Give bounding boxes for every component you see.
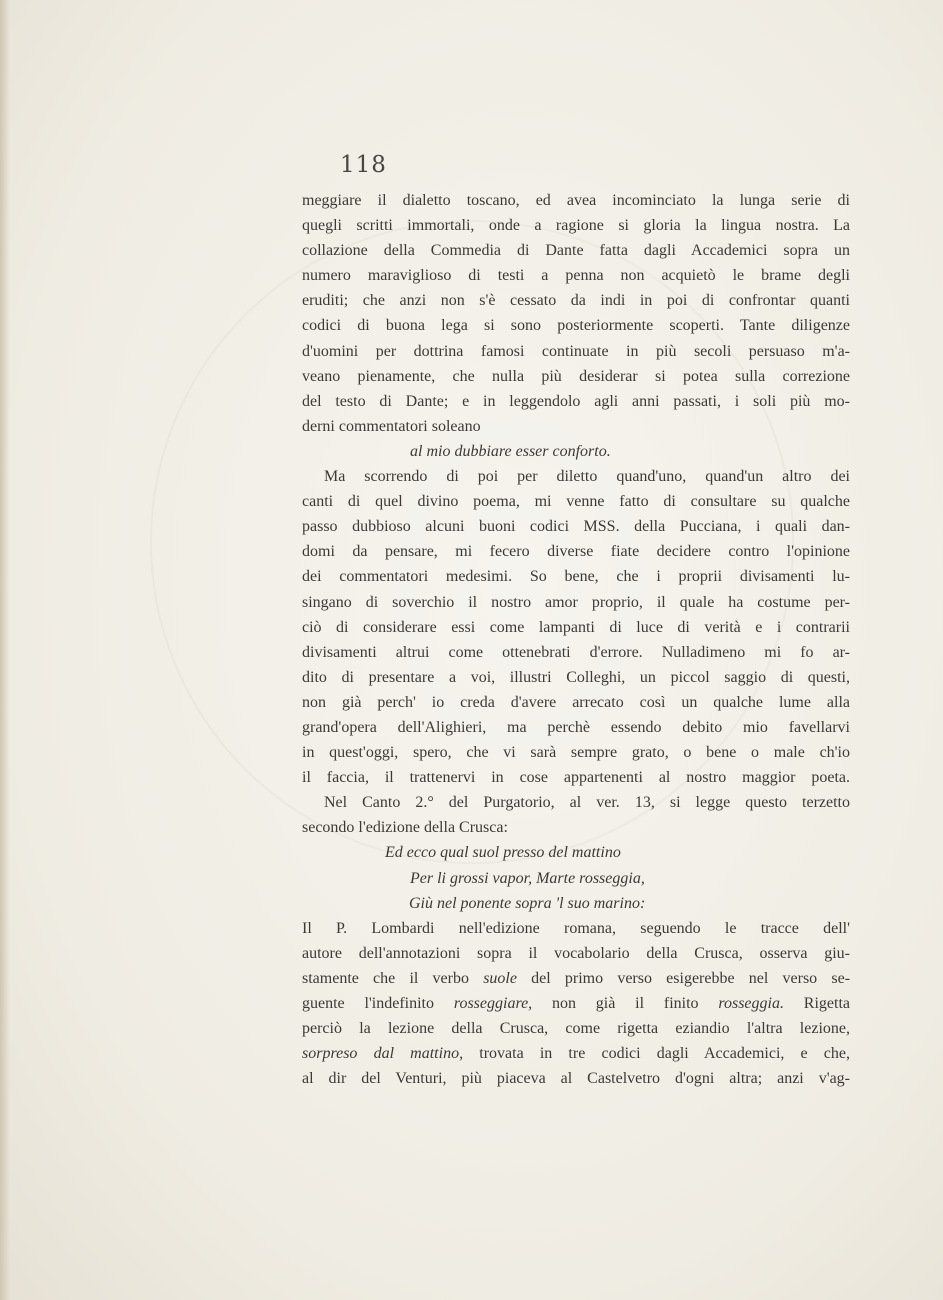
text-line: dei commentatori medesimi. So bene, che i proprii divisamenti lu- xyxy=(302,568,850,586)
text-line: del testo di Dante; e in leggendolo agli anni passati, i soli più mo- xyxy=(302,392,850,410)
italic-word: sorpreso dal mattino, xyxy=(302,1045,464,1063)
text-line: perciò la lezione della Crusca, come rigetta eziandio l'altra lezione, xyxy=(302,1020,850,1038)
text-line: d'uomini per dottrina famosi continuate in più secoli persuaso m'a- xyxy=(302,342,850,360)
text-line: passo dubbioso alcuni buoni codici MSS. della Pucciana, i quali dan- xyxy=(302,518,850,536)
text-line: singano di soverchio il nostro amor proprio, il quale ha costume per- xyxy=(302,593,850,611)
page-edge-shadow xyxy=(0,0,10,1300)
text-line: non già perch' io creda d'avere arrecato così un qualche lume alla xyxy=(302,693,850,711)
text-line xyxy=(302,991,850,1016)
text-segment: del primo verso esigerebbe nel verso se- xyxy=(531,969,851,987)
text-line xyxy=(302,966,850,991)
text-line: ciò di considerare essi come lampanti di luce di verità e i contrarii xyxy=(302,618,850,636)
text-line: dito di presentare a voi, illustri Colleghi, un piccol saggio di questi, xyxy=(302,668,850,686)
quoted-verse: Ed ecco qual suol presso del mattino xyxy=(385,844,621,862)
text-line: Il P. Lombardi nell'edizione romana, seguendo le tracce dell' xyxy=(302,919,850,937)
quoted-verse: al mio dubbiare esser conforto. xyxy=(410,442,611,460)
text-line xyxy=(302,1041,850,1066)
text-line: quegli scritti immortali, onde a ragione si gloria la lingua nostra. La xyxy=(302,217,850,235)
text-line: canti di quel divino poema, mi venne fatto di consultare su qualche xyxy=(302,493,850,511)
text-line: secondo l'edizione della Crusca: xyxy=(302,819,508,837)
italic-word: rosseggia. xyxy=(718,995,784,1012)
text-line: derni commentatori soleano xyxy=(302,417,481,435)
quoted-verse: Per li grossi vapor, Marte rosseggia, xyxy=(410,869,645,887)
quoted-verse: Giù nel ponente sopra 'l suo marino: xyxy=(409,894,646,912)
text-line: grand'opera dell'Alighieri, ma perchè essendo debito mio favellarvi xyxy=(302,718,850,736)
text-line: in quest'oggi, spero, che vi sarà sempre grato, o bene o male ch'io xyxy=(302,744,850,762)
text-line: il faccia, il trattenervi in cose appartenenti al nostro maggior poeta. xyxy=(302,769,850,787)
text-line: al dir del Venturi, più piaceva al Castelvetro d'ogni altra; anzi v'ag- xyxy=(302,1070,850,1088)
text-line: Nel Canto 2.° del Purgatorio, al ver. 13, si legge questo terzetto xyxy=(324,794,850,812)
text-segment: guente l'indefinito xyxy=(302,995,434,1012)
text-line: collazione della Commedia di Dante fatta dagli Accademici sopra un xyxy=(302,242,850,260)
text-segment: stamente che il verbo xyxy=(302,969,469,987)
text-line: Ma scorrendo di poi per diletto quand'uno, quand'un altro dei xyxy=(324,468,850,486)
text-line: meggiare il dialetto toscano, ed avea incominciato la lunga serie di xyxy=(302,192,850,209)
text-line: divisamenti altrui come ottenebrati d'errore. Nulladimeno mi fo ar- xyxy=(302,643,850,661)
text-line: eruditi; che anzi non s'è cessato da indi in poi di confrontar quanti xyxy=(302,292,850,310)
page-number: 118 xyxy=(340,152,387,178)
text-line: codici di buona lega si sono posteriormente scoperti. Tante diligenze xyxy=(302,317,850,335)
text-segment: Rigetta xyxy=(803,995,851,1012)
text-line: veano pienamente, che nulla più desiderar si potea sulla correzione xyxy=(302,367,850,385)
text-line: domi da pensare, mi fecero diverse fiate decidere contro l'opinione xyxy=(302,543,850,561)
text-line: autore dell'annotazioni sopra il vocabolario della Crusca, osserva giu- xyxy=(302,944,850,962)
text-segment: non già il finito xyxy=(552,995,699,1012)
text-line: numero maraviglioso di testi a penna non acquietò le brame degli xyxy=(302,267,850,285)
body-text xyxy=(302,188,850,1091)
italic-word: suole xyxy=(483,969,517,987)
text-segment: trovata in tre codici dagli Accademici, e che, xyxy=(479,1045,851,1063)
italic-word: rosseggiare, xyxy=(453,995,533,1012)
